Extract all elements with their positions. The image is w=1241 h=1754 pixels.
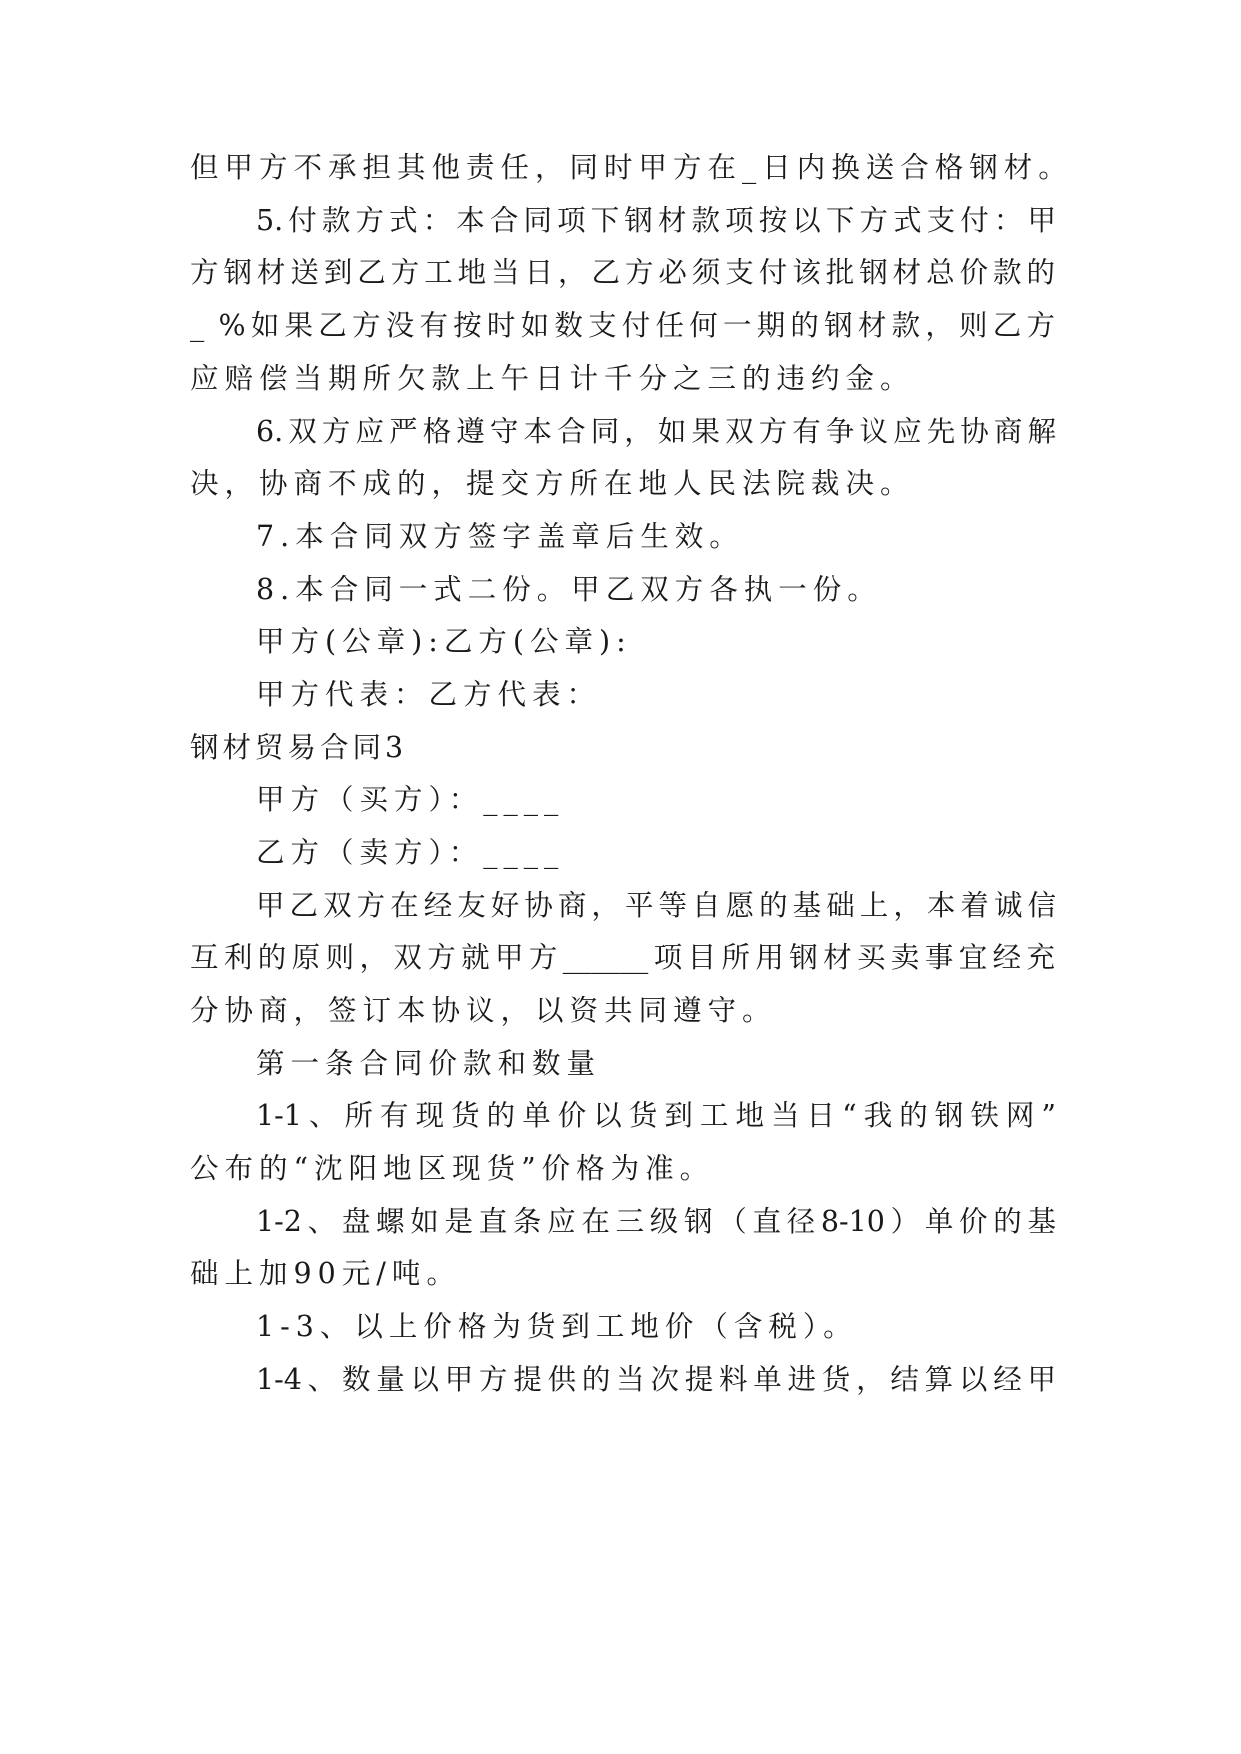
clause-1-1-line-2: 公布的“沈阳地区现货”价格为准。	[190, 1152, 715, 1185]
clause-1-4-line-1: 1-4、数量以甲方提供的当次提料单进货，结算以经甲	[256, 1363, 1056, 1396]
clause-1-2-line-1: 1-2、盘螺如是直条应在三级钢（直径8-10）单价的基	[256, 1205, 1056, 1238]
preamble-line-2: 互利的原则，双方就甲方______项目所用钢材买卖事宜经充	[190, 941, 1055, 974]
party-b-line: 乙方（卖方）：____	[256, 836, 565, 869]
paragraph-line-1: 但甲方不承担其他责任，同时甲方在_日内换送合格钢材。	[190, 151, 1073, 184]
section-title: 钢材贸易合同3	[190, 731, 408, 764]
clause-5-line-3: _ %如果乙方没有按时如数支付任何一期的钢材款，则乙方	[190, 309, 1055, 342]
clause-7: 7.本合同双方签字盖章后生效。	[256, 520, 744, 553]
clause-5-line-1: 5.付款方式：本合同项下钢材款项按以下方式支付：甲	[256, 204, 1056, 237]
clause-5-line-4: 应赔偿当期所欠款上午日计千分之三的违约金。	[190, 362, 915, 395]
clause-8: 8.本合同一式二份。甲乙双方各执一份。	[256, 573, 882, 606]
preamble-line-1: 甲乙双方在经友好协商，平等自愿的基础上，本着诚信	[256, 889, 1056, 922]
clause-1-3: 1-3、以上价格为货到工地价（含税）。	[256, 1310, 858, 1343]
preamble-line-3: 分协商，签订本协议，以资共同遵守。	[190, 994, 777, 1027]
clause-5-line-2: 方钢材送到乙方工地当日，乙方必须支付该批钢材总价款的	[190, 256, 1055, 289]
clause-6-line-1: 6.双方应严格遵守本合同，如果双方有争议应先协商解	[256, 415, 1056, 448]
seal-line: 甲方(公章):乙方(公章):	[256, 625, 632, 658]
clause-6-line-2: 决，协商不成的，提交方所在地人民法院裁决。	[190, 467, 915, 500]
article-1-heading: 第一条合同价款和数量	[256, 1047, 602, 1080]
clause-1-2-line-2: 础上加90元/吨。	[190, 1257, 461, 1290]
party-a-line: 甲方（买方）：____	[256, 783, 565, 816]
clause-1-1-line-1: 1-1、所有现货的单价以货到工地当日“我的钢铁网”	[256, 1099, 1056, 1132]
representative-line: 甲方代表：乙方代表：	[256, 678, 602, 711]
